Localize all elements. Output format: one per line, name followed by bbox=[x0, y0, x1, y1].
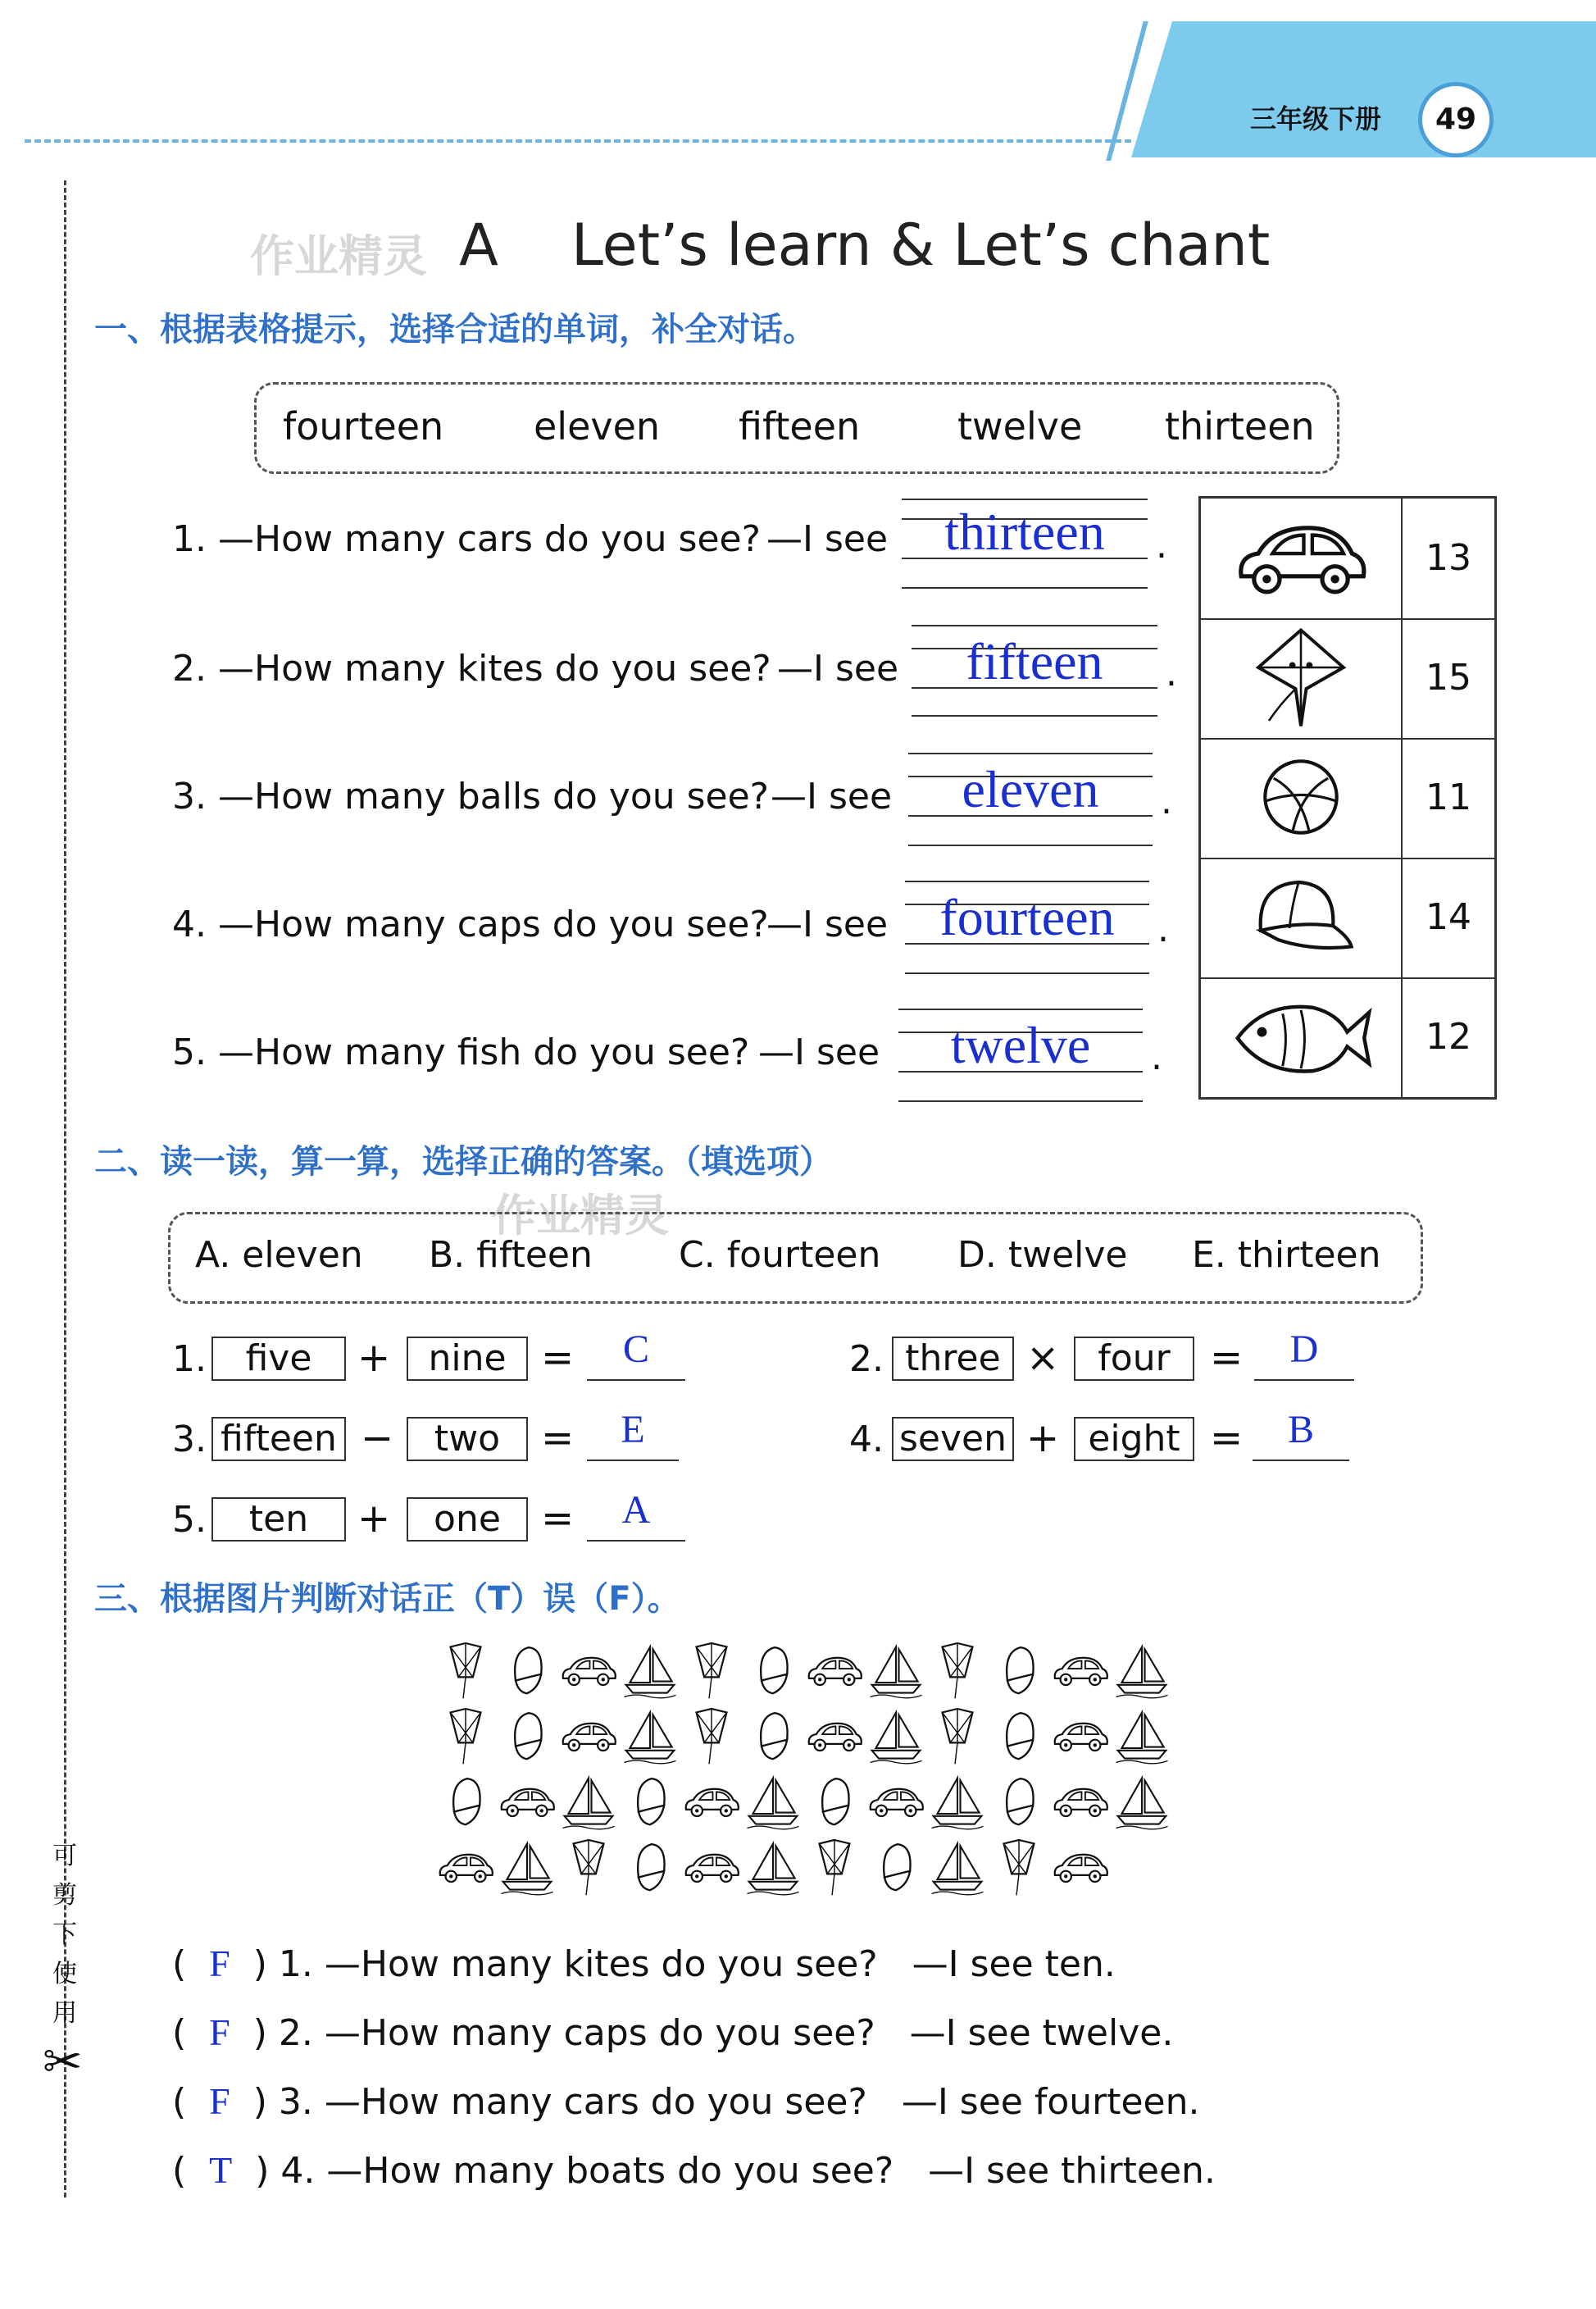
car-icon bbox=[1227, 517, 1375, 602]
kite-icon bbox=[567, 1838, 610, 1898]
car-icon bbox=[681, 1847, 742, 1888]
p1-question-4: 4. —How many caps do you see? bbox=[172, 904, 769, 945]
table-number: 14 bbox=[1425, 896, 1471, 938]
options-box bbox=[168, 1212, 1423, 1304]
car-icon bbox=[866, 1782, 926, 1823]
part3-heading: 三、根据图片判断对话正（T）误（F）。 bbox=[94, 1580, 680, 1618]
table-row bbox=[1201, 738, 1494, 859]
tf-answer-2[interactable]: F bbox=[209, 2011, 230, 2053]
tf-item-1: ( F ) 1. —How many kites do you see? —I see ten. bbox=[172, 1942, 1116, 1985]
boat-icon bbox=[621, 1708, 679, 1765]
math-term: nine bbox=[407, 1337, 528, 1381]
math-term: two bbox=[407, 1417, 528, 1461]
kite-icon bbox=[444, 1706, 487, 1767]
math-term: seven bbox=[892, 1417, 1014, 1461]
option-item: A. eleven bbox=[195, 1234, 363, 1276]
p1-question-5: 5. —How many fish do you see? bbox=[172, 1032, 750, 1073]
cut-here-text: 可 剪 下 使 用 bbox=[52, 1842, 77, 2028]
header-band bbox=[1131, 21, 1596, 157]
boat-icon bbox=[498, 1839, 556, 1897]
boat-icon bbox=[929, 1774, 986, 1831]
word-bank-item: fourteen bbox=[283, 404, 444, 449]
p1-answer-5[interactable]: twelve bbox=[950, 1016, 1091, 1074]
car-icon bbox=[804, 1716, 865, 1757]
tf-answer-4[interactable]: T bbox=[209, 2149, 233, 2191]
boat-icon bbox=[867, 1708, 925, 1765]
p1-answer-1[interactable]: thirteen bbox=[944, 503, 1105, 561]
cap-icon bbox=[998, 1708, 1039, 1765]
math-term: ten bbox=[211, 1497, 346, 1542]
boat-icon bbox=[867, 1642, 925, 1700]
counting-picture bbox=[434, 1640, 1172, 1911]
math-term: eight bbox=[1074, 1417, 1194, 1461]
car-icon bbox=[681, 1782, 742, 1823]
p2-answer-1[interactable]: C bbox=[622, 1328, 649, 1371]
table-number: 15 bbox=[1425, 657, 1471, 699]
car-icon bbox=[1050, 1651, 1111, 1692]
kite-icon bbox=[690, 1641, 733, 1701]
tf-answer-1[interactable]: F bbox=[209, 1942, 230, 1984]
tf-item-3: ( F ) 3. —How many cars do you see? —I see fourteen. bbox=[172, 2080, 1200, 2123]
fish-icon bbox=[1227, 995, 1375, 1081]
cap-icon bbox=[875, 1839, 916, 1897]
p1-answer-4[interactable]: fourteen bbox=[939, 888, 1115, 946]
section-title: A Let’s learn & Let’s chant bbox=[459, 212, 1271, 279]
car-icon bbox=[558, 1716, 619, 1757]
kite-icon bbox=[998, 1838, 1040, 1898]
word-bank-item: eleven bbox=[534, 404, 661, 449]
p1-response-5: —I see bbox=[758, 1032, 880, 1073]
p2-answer-5[interactable]: A bbox=[621, 1488, 651, 1532]
boat-icon bbox=[621, 1642, 679, 1700]
cap-icon bbox=[630, 1774, 671, 1831]
cap-icon bbox=[753, 1708, 793, 1765]
part2-heading: 二、读一读，算一算，选择正确的答案。（填选项） bbox=[94, 1143, 832, 1181]
table-number: 12 bbox=[1425, 1016, 1471, 1058]
cap-icon bbox=[753, 1642, 793, 1700]
p1-answer-3[interactable]: eleven bbox=[962, 760, 1099, 818]
math-term: four bbox=[1074, 1337, 1194, 1381]
boat-icon bbox=[744, 1839, 802, 1897]
boat-icon bbox=[744, 1774, 802, 1831]
kite-icon bbox=[813, 1838, 856, 1898]
p1-question-3: 3. —How many balls do you see? bbox=[172, 776, 770, 817]
ball-icon bbox=[1258, 754, 1344, 840]
math-term: five bbox=[211, 1337, 346, 1381]
kite-icon bbox=[444, 1641, 487, 1701]
table-row bbox=[1201, 499, 1494, 620]
cap-icon bbox=[445, 1774, 486, 1831]
math-term: three bbox=[892, 1337, 1014, 1381]
tf-item-2: ( F ) 2. —How many caps do you see? —I see twelve. bbox=[172, 2011, 1174, 2054]
word-bank-box bbox=[254, 382, 1339, 474]
watermark-top: 作业精灵 bbox=[250, 230, 427, 282]
scissors-icon: ✂ bbox=[43, 2033, 83, 2089]
table-number: 11 bbox=[1425, 776, 1471, 818]
car-icon bbox=[1050, 1716, 1111, 1757]
p1-response-2: —I see bbox=[777, 648, 899, 690]
car-icon bbox=[1050, 1847, 1111, 1888]
part1-heading: 一、根据表格提示，选择合适的单词，补全对话。 bbox=[94, 311, 816, 348]
p1-question-1: 1. —How many cars do you see? bbox=[172, 518, 761, 560]
car-icon bbox=[497, 1782, 557, 1823]
boat-icon bbox=[1113, 1708, 1171, 1765]
boat-icon bbox=[560, 1774, 617, 1831]
cap-icon bbox=[630, 1839, 671, 1897]
tf-answer-3[interactable]: F bbox=[209, 2080, 230, 2122]
option-item: B. fifteen bbox=[429, 1234, 593, 1276]
watermark-middle: 作业精灵 bbox=[492, 1190, 669, 1241]
table-row bbox=[1201, 618, 1494, 740]
p1-response-4: —I see bbox=[766, 904, 889, 945]
car-icon bbox=[804, 1651, 865, 1692]
cap-icon bbox=[814, 1774, 855, 1831]
page-number: 49 bbox=[1418, 82, 1494, 157]
word-bank-item: fifteen bbox=[739, 404, 861, 449]
car-icon bbox=[1050, 1782, 1111, 1823]
boat-icon bbox=[1113, 1774, 1171, 1831]
p2-answer-4[interactable]: B bbox=[1287, 1408, 1314, 1451]
table-number: 13 bbox=[1425, 537, 1471, 579]
math-term: one bbox=[407, 1497, 528, 1542]
cap-icon bbox=[507, 1708, 548, 1765]
tf-item-4: ( T ) 4. —How many boats do you see? —I see thirteen. bbox=[172, 2149, 1216, 2192]
math-term: fifteen bbox=[211, 1417, 346, 1461]
p1-question-2: 2. —How many kites do you see? bbox=[172, 648, 771, 690]
table-row bbox=[1201, 977, 1494, 1097]
word-bank-item: thirteen bbox=[1165, 404, 1315, 449]
kite-icon bbox=[690, 1706, 733, 1767]
p1-response-1: —I see bbox=[766, 518, 889, 560]
cap-icon bbox=[998, 1642, 1039, 1700]
cap-icon bbox=[998, 1774, 1039, 1831]
kite-icon bbox=[1244, 625, 1358, 731]
table-row bbox=[1201, 858, 1494, 979]
header-dashed-line bbox=[25, 139, 1131, 143]
p2-answer-2[interactable]: D bbox=[1289, 1328, 1319, 1371]
option-item: D. twelve bbox=[957, 1234, 1128, 1276]
p1-answer-2[interactable]: fifteen bbox=[966, 632, 1103, 690]
grade-label: 三年级下册 bbox=[1250, 103, 1382, 134]
p1-response-3: —I see bbox=[771, 776, 893, 817]
picture-number-table bbox=[1198, 496, 1497, 1100]
boat-icon bbox=[1113, 1642, 1171, 1700]
car-icon bbox=[558, 1651, 619, 1692]
option-item: E. thirteen bbox=[1192, 1234, 1381, 1276]
option-item: C. fourteen bbox=[679, 1234, 881, 1276]
word-bank-item: twelve bbox=[957, 404, 1083, 449]
kite-icon bbox=[936, 1641, 979, 1701]
cap-icon bbox=[1244, 871, 1358, 963]
p2-answer-3[interactable]: E bbox=[621, 1408, 645, 1451]
car-icon bbox=[435, 1847, 496, 1888]
kite-icon bbox=[936, 1706, 979, 1767]
cap-icon bbox=[507, 1642, 548, 1700]
boat-icon bbox=[929, 1839, 986, 1897]
